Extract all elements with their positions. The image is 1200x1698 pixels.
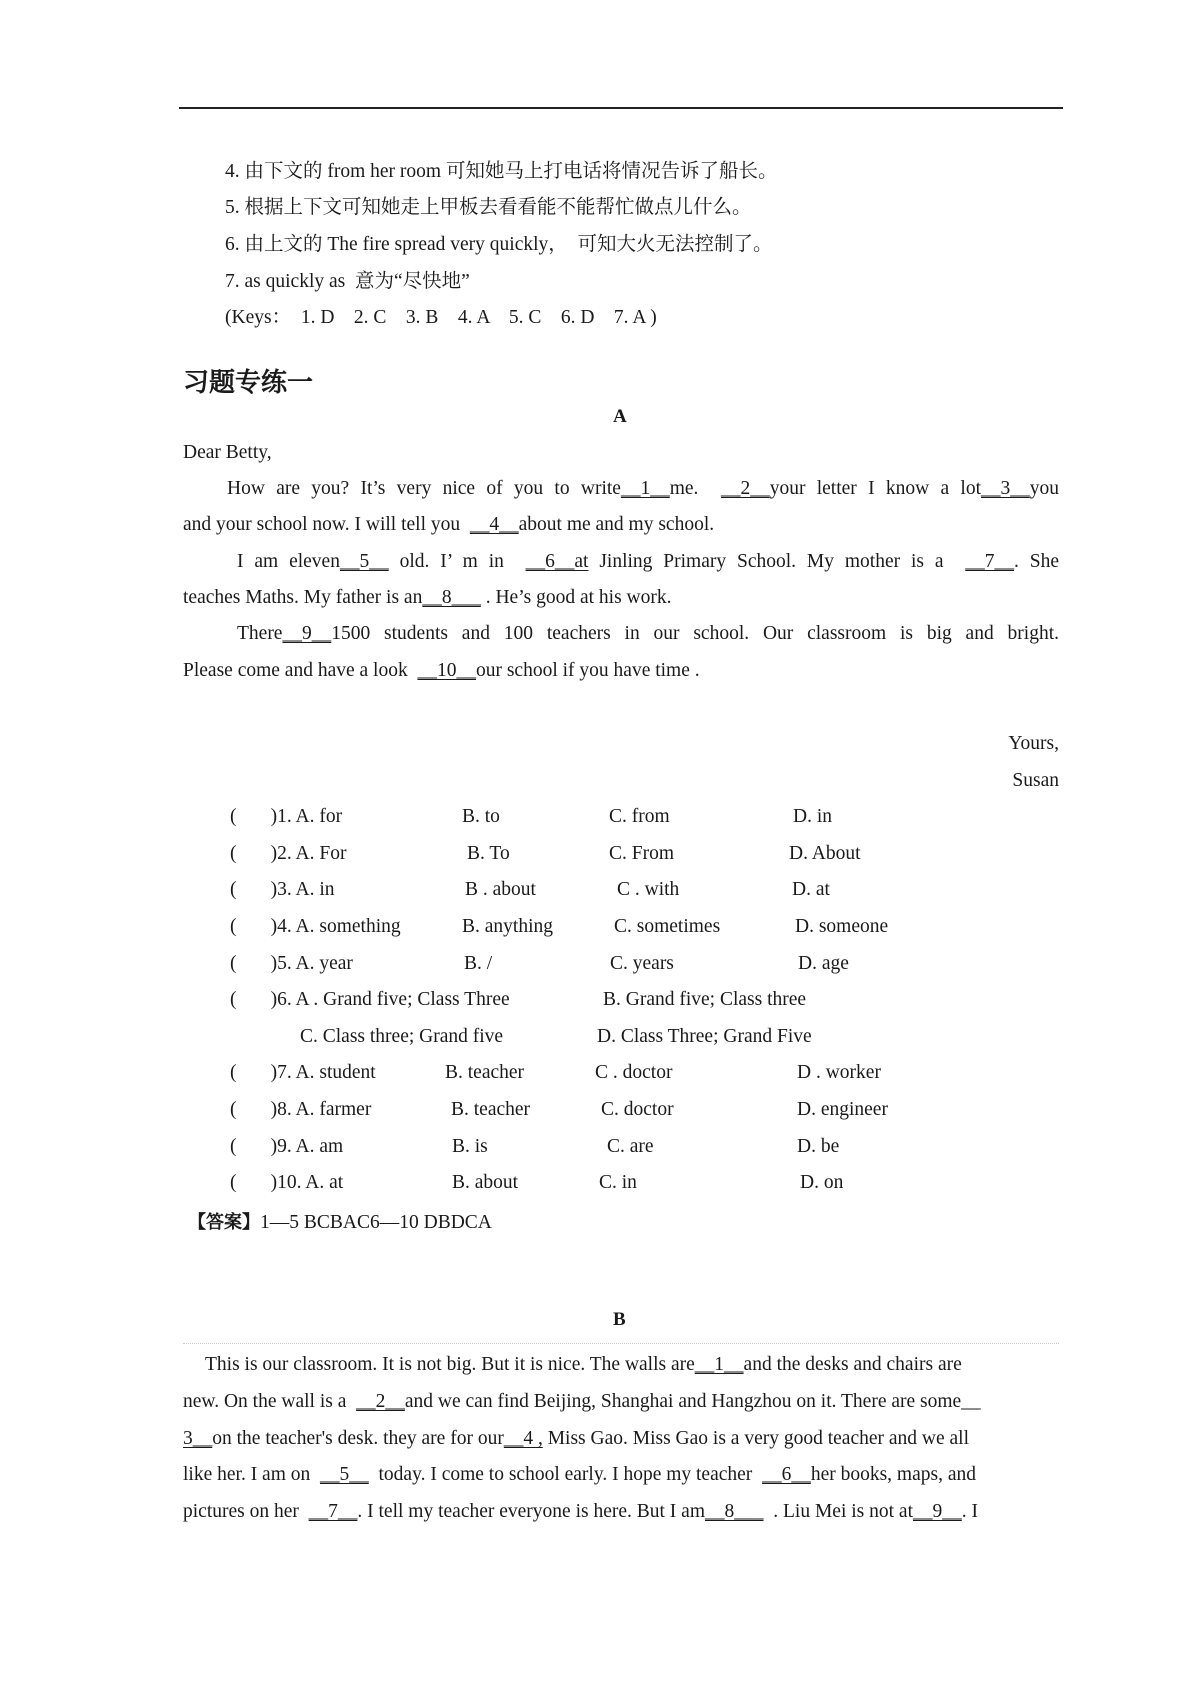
question-2-option-d: D. About bbox=[789, 843, 861, 864]
question-1-option-c: C. from bbox=[609, 806, 670, 827]
blank-7: __7__ bbox=[965, 551, 1015, 572]
para2-line1 bbox=[237, 551, 1059, 573]
question-9-option-b: B. is bbox=[452, 1136, 488, 1157]
question-5-option-d: D. age bbox=[798, 953, 849, 974]
text: pictures on her bbox=[183, 1501, 309, 1522]
para3-line2 bbox=[183, 660, 1059, 682]
section-b-line1 bbox=[205, 1354, 1059, 1376]
text: . I tell my teacher everyone is here. But I am bbox=[357, 1501, 706, 1522]
note-number: 7. bbox=[225, 271, 240, 292]
text: 1500 students and 100 teachers in our school. Our classroom is big and bright. bbox=[331, 623, 1059, 644]
note-text: 由下文的 from her room 可知她马上打电话将情况告诉了船长。 bbox=[244, 161, 778, 182]
question-4-stem: ( )4. A. something bbox=[230, 916, 401, 937]
question-2-option-b: B. To bbox=[467, 843, 510, 864]
blank-8: __8___ bbox=[705, 1501, 764, 1522]
text: old. I’ m in bbox=[388, 551, 526, 572]
note-6 bbox=[225, 228, 773, 256]
question-4-option-d: D. someone bbox=[795, 916, 889, 937]
question-8-option-b: B. teacher bbox=[451, 1099, 531, 1120]
blank-4: __4__ bbox=[469, 514, 519, 535]
note-number: 6. bbox=[225, 234, 240, 255]
question-3-stem: ( )3. A. in bbox=[230, 879, 335, 900]
answer-line bbox=[188, 1208, 492, 1234]
note-4 bbox=[225, 155, 777, 183]
blank-9: __9__ bbox=[913, 1501, 962, 1522]
text: your letter I know a lot bbox=[769, 478, 981, 499]
question-2-stem: ( )2. A. For bbox=[230, 843, 347, 864]
question-3-option-b: B . about bbox=[465, 879, 536, 900]
question-10-option-c: C. in bbox=[599, 1172, 637, 1193]
text: This is our classroom. It is not big. But it is nice. The walls are bbox=[205, 1354, 695, 1375]
salutation: Dear Betty, bbox=[183, 442, 272, 463]
question-7-option-d: D . worker bbox=[797, 1062, 881, 1083]
question-8-option-c: C. doctor bbox=[601, 1099, 674, 1120]
question-2-option-c: C. From bbox=[609, 843, 675, 864]
blank-6: __6__at bbox=[525, 551, 589, 572]
text: Jinling Primary School. My mother is a bbox=[588, 551, 966, 572]
question-5-option-c: C. years bbox=[610, 953, 674, 974]
question-6-stem: ( )6. A . Grand five; Class Three bbox=[230, 989, 510, 1010]
blank-4: __4 , bbox=[503, 1428, 543, 1449]
blank-9: __9__ bbox=[282, 623, 332, 644]
question-3-option-d: D. at bbox=[792, 879, 830, 900]
blank-5: __5__ bbox=[339, 551, 389, 572]
section-b-line5 bbox=[183, 1501, 1059, 1523]
question-5-stem: ( )5. A. year bbox=[230, 953, 353, 974]
text: There bbox=[237, 623, 283, 644]
answer-label: 【答案】 bbox=[188, 1212, 260, 1233]
question-8-option-d: D. engineer bbox=[797, 1099, 888, 1120]
text: new. On the wall is a bbox=[183, 1391, 357, 1412]
blank-1: __1__ bbox=[620, 478, 670, 499]
text: Miss Gao. Miss Gao is a very good teacher and we all bbox=[542, 1428, 970, 1449]
question-5-option-b: B. / bbox=[464, 953, 493, 974]
keys-line: (Keys： 1. D 2. C 3. B 4. A 5. C 6. D 7. A ) bbox=[225, 307, 657, 328]
question-7-option-b: B. teacher bbox=[445, 1062, 525, 1083]
para1-line2 bbox=[183, 514, 1059, 536]
question-6-option-c: C. Class three; Grand five bbox=[300, 1026, 504, 1047]
text: How are you? It’s very nice of you to write bbox=[227, 478, 621, 499]
para3-line1 bbox=[237, 623, 1059, 645]
text: me. bbox=[669, 478, 721, 499]
question-9-option-d: D. be bbox=[797, 1136, 840, 1157]
section-a-label: A bbox=[613, 406, 627, 427]
question-6-option-b: B. Grand five; Class three bbox=[603, 989, 807, 1010]
text: . He’s good at his work. bbox=[480, 587, 672, 608]
closing: Yours, bbox=[1008, 733, 1059, 754]
note-text: as quickly as 意为“尽快地” bbox=[244, 271, 470, 292]
text: . I bbox=[961, 1501, 979, 1522]
section-b-line2 bbox=[183, 1391, 1059, 1413]
question-1-stem: ( )1. A. for bbox=[230, 806, 343, 827]
blank-8: __8___ bbox=[422, 587, 481, 608]
note-text: 根据上下文可知她走上甲板去看看能不能帮忙做点儿什么。 bbox=[244, 197, 752, 218]
section-b-line3 bbox=[183, 1428, 1059, 1450]
blank-2: __2__ bbox=[720, 478, 770, 499]
note-number: 5. bbox=[225, 197, 240, 218]
blank-2: __2__ bbox=[356, 1391, 405, 1412]
blank-7: __7__ bbox=[308, 1501, 358, 1522]
text: . Liu Mei is not at bbox=[763, 1501, 914, 1522]
para2-line2 bbox=[183, 587, 1059, 609]
question-7-stem: ( )7. A. student bbox=[230, 1062, 376, 1083]
answer-text: 1—5 BCBAC6—10 DBDCA bbox=[260, 1212, 492, 1233]
text: her books, maps, and bbox=[810, 1464, 976, 1485]
note-7 bbox=[225, 265, 470, 293]
question-8-stem: ( )8. A. farmer bbox=[230, 1099, 372, 1120]
question-9-option-c: C. are bbox=[607, 1136, 654, 1157]
text: you bbox=[1029, 478, 1059, 499]
note-number: 4. bbox=[225, 161, 240, 182]
question-9-stem: ( )9. A. am bbox=[230, 1136, 344, 1157]
signature: Susan bbox=[1012, 770, 1059, 791]
question-4-option-b: B. anything bbox=[462, 916, 553, 937]
text: and the desks and chairs are bbox=[743, 1354, 962, 1375]
text: today. I come to school early. I hope my teacher bbox=[368, 1464, 763, 1485]
question-10-option-b: B. about bbox=[452, 1172, 519, 1193]
question-10-option-d: D. on bbox=[800, 1172, 844, 1193]
question-7-option-c: C . doctor bbox=[595, 1062, 673, 1083]
text: like her. I am on bbox=[183, 1464, 321, 1485]
blank-3: 3__ bbox=[183, 1428, 213, 1449]
header-rule bbox=[179, 107, 1063, 109]
text: on the teacher's desk. they are for our bbox=[212, 1428, 504, 1449]
note-5 bbox=[225, 191, 752, 219]
section-divider bbox=[183, 1343, 1059, 1344]
section-b-line4 bbox=[183, 1464, 1059, 1486]
blank-6: __6__ bbox=[762, 1464, 811, 1485]
exercise-heading: 习题专练一 bbox=[183, 368, 314, 398]
blank-10: __10__ bbox=[417, 660, 476, 681]
text: I am eleven bbox=[237, 551, 340, 572]
question-1-option-d: D. in bbox=[793, 806, 832, 827]
blank-1: __1__ bbox=[694, 1354, 744, 1375]
text: about me and my school. bbox=[518, 514, 715, 535]
question-6-option-d: D. Class Three; Grand Five bbox=[597, 1026, 812, 1047]
question-3-option-c: C . with bbox=[617, 879, 680, 900]
question-4-option-c: C. sometimes bbox=[614, 916, 721, 937]
text: and we can find Beijing, Shanghai and Hangzhou on it. There are some__ bbox=[404, 1391, 981, 1412]
question-1-option-b: B. to bbox=[462, 806, 500, 827]
para1-line1 bbox=[227, 478, 1059, 500]
question-10-stem: ( )10. A. at bbox=[230, 1172, 344, 1193]
text: our school if you have time . bbox=[475, 660, 700, 681]
text: and your school now. I will tell you bbox=[183, 514, 470, 535]
text: teaches Maths. My father is an bbox=[183, 587, 423, 608]
section-b-label: B bbox=[613, 1309, 626, 1330]
text: Please come and have a look bbox=[183, 660, 418, 681]
blank-3: __3__ bbox=[980, 478, 1030, 499]
note-text: 由上文的 The fire spread very quickly， 可知大火无法控制了。 bbox=[244, 234, 773, 255]
text: . She bbox=[1014, 551, 1060, 572]
blank-5: __5__ bbox=[320, 1464, 369, 1485]
